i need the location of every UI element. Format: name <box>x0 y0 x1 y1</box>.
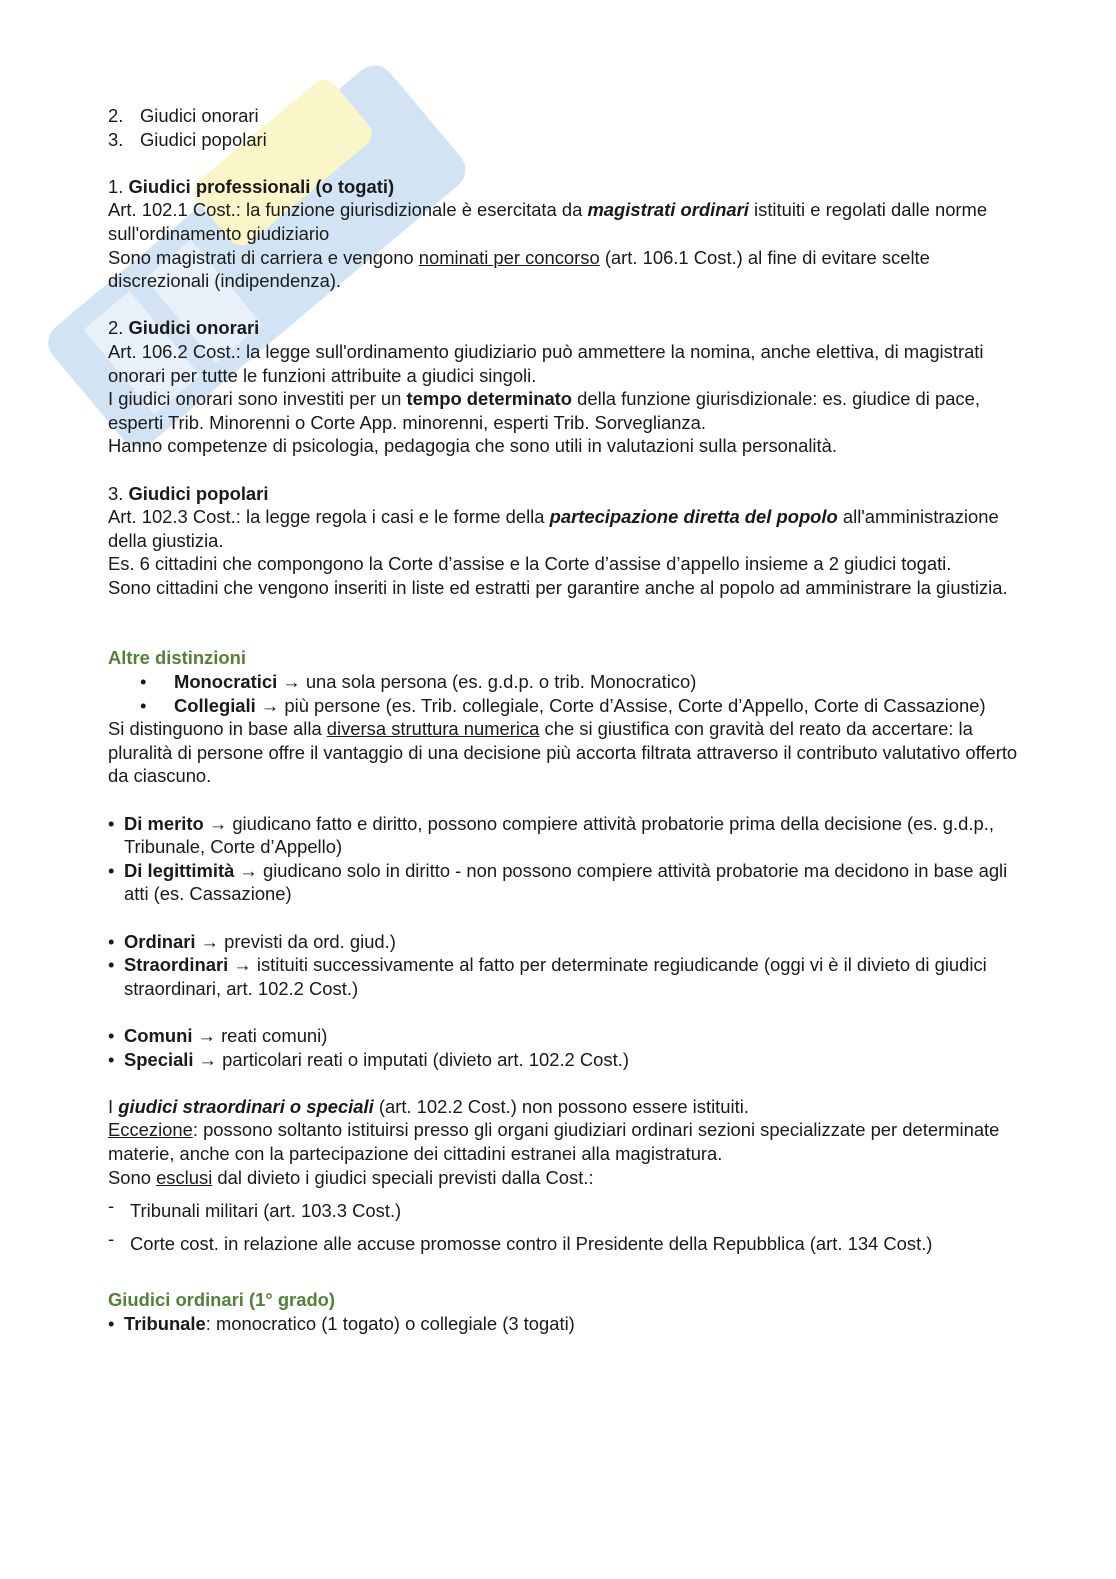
intro-list <box>108 104 1018 151</box>
paragraph: Hanno competenze di psicologia, pedagogia che sono utili in valutazioni sulla personalità. <box>108 435 837 457</box>
section-title: 2. Giudici onorari <box>108 317 260 339</box>
paragraph: I giudici straordinari o speciali (art. 102.2 Cost.) non possono essere istituiti. <box>108 1095 749 1117</box>
paragraph: Sono magistrati di carriera e vengono nominati per concorso (art. 106.1 Cost.) al fine di evitare scelte discrezionali (indipendenza). <box>108 246 930 292</box>
list-item: • Ordinari → previsti da ord. giud.) <box>108 930 396 952</box>
paragraph: Eccezione: possono soltanto istituirsi presso gli organi giudiziari ordinari sezioni specializzate per determinate materie, anche con la partecipazione dei cittadini estranei alla magistratura. <box>108 1119 1000 1164</box>
document-page <box>108 104 1018 1335</box>
section-giudici-onorari <box>108 316 1018 458</box>
list-item: • Di merito → giudicano fatto e diritto, possono compiere attività probatorie prima della decisione (es. g.d.p., Tribunale, Corte d’Appello) <box>108 812 994 858</box>
paragraph: Sono esclusi dal divieto i giudici speciali previsti dalla Cost.: <box>108 1166 594 1188</box>
list-item: • Di legittimità → giudicano solo in diritto - non possono compiere attività probatorie ma decidono in base agli atti (es. Cassazione) <box>108 859 1008 905</box>
paragraph: Es. 6 cittadini che compongono la Corte d’assise e la Corte d’assise d’appello insieme a 2 giudici togati. <box>108 553 952 575</box>
section-giudici-popolari <box>108 482 1018 600</box>
section-giudici-professionali <box>108 175 1018 293</box>
paragraph: Si distinguono in base alla diversa struttura numerica che si giustifica con gravità del reato da accertare: la pluralità di persone offre il vantaggio di una decisione più accorta filtrata attraverso il contributo valutativo offerto da ciascuno. <box>108 718 1018 787</box>
section-heading: Altre distinzioni <box>108 647 246 669</box>
list-item: • Straordinari → istituiti successivamente al fatto per determinate regiudicande (oggi vi è il divieto di giudici straordinari, art. 102.2 Cost.) <box>108 954 987 999</box>
list-item: • Speciali → particolari reati o imputati (divieto art. 102.2 Cost.) <box>108 1048 629 1070</box>
paragraph: Sono cittadini che vengono inseriti in liste ed estratti per garantire anche al popolo ad amministrare la giustizia. <box>108 576 1008 598</box>
section-giudici-ordinari <box>108 1288 1018 1335</box>
section-altre-distinzioni <box>108 646 1018 1071</box>
list-item: • Monocratici → una sola persona (es. g.d.p. o trib. Monocratico) <box>140 671 697 693</box>
section-title: 3. Giudici popolari <box>108 482 269 504</box>
list-item: 3. Giudici popolari <box>108 128 267 150</box>
section-giudici-speciali <box>108 1095 1018 1256</box>
list-item: • Comuni → reati comuni) <box>108 1024 328 1046</box>
list-item: • Collegiali → più persone (es. Trib. collegiale, Corte d’Assise, Corte d’Appello, Corte di Cassazione) <box>140 694 986 716</box>
section-heading: Giudici ordinari (1° grado) <box>108 1288 336 1310</box>
paragraph: Art. 102.1 Cost.: la funzione giurisdizionale è esercitata da magistrati ordinari istituiti e regolati dalle norme sull'ordinamento giudiziario <box>108 199 988 244</box>
list-item: 2. Giudici onorari <box>108 105 259 126</box>
list-item: • Tribunale: monocratico (1 togato) o collegiale (3 togati) <box>108 1312 575 1334</box>
list-item: - Corte cost. in relazione alle accuse promosse contro il Presidente della Repubblica (art. 134 Cost.) <box>108 1227 933 1254</box>
paragraph: Art. 102.3 Cost.: la legge regola i casi e le forme della partecipazione diretta del popolo all'amministrazione della giustizia. <box>108 506 999 551</box>
section-title: 1. Giudici professionali (o togati) <box>108 175 395 197</box>
paragraph: I giudici onorari sono investiti per un tempo determinato della funzione giurisdizionale: es. giudice di pace, esperti Trib. Minorenni o Corte App. minorenni, esperti Trib. Sorveglianza. <box>108 388 980 433</box>
paragraph: Art. 106.2 Cost.: la legge sull'ordinamento giudiziario può ammettere la nomina, anche elettiva, di magistrati onorari per tutte le funzioni attribuite a giudici singoli. <box>108 340 984 386</box>
list-item: - Tribunali militari (art. 103.3 Cost.) <box>108 1195 402 1222</box>
